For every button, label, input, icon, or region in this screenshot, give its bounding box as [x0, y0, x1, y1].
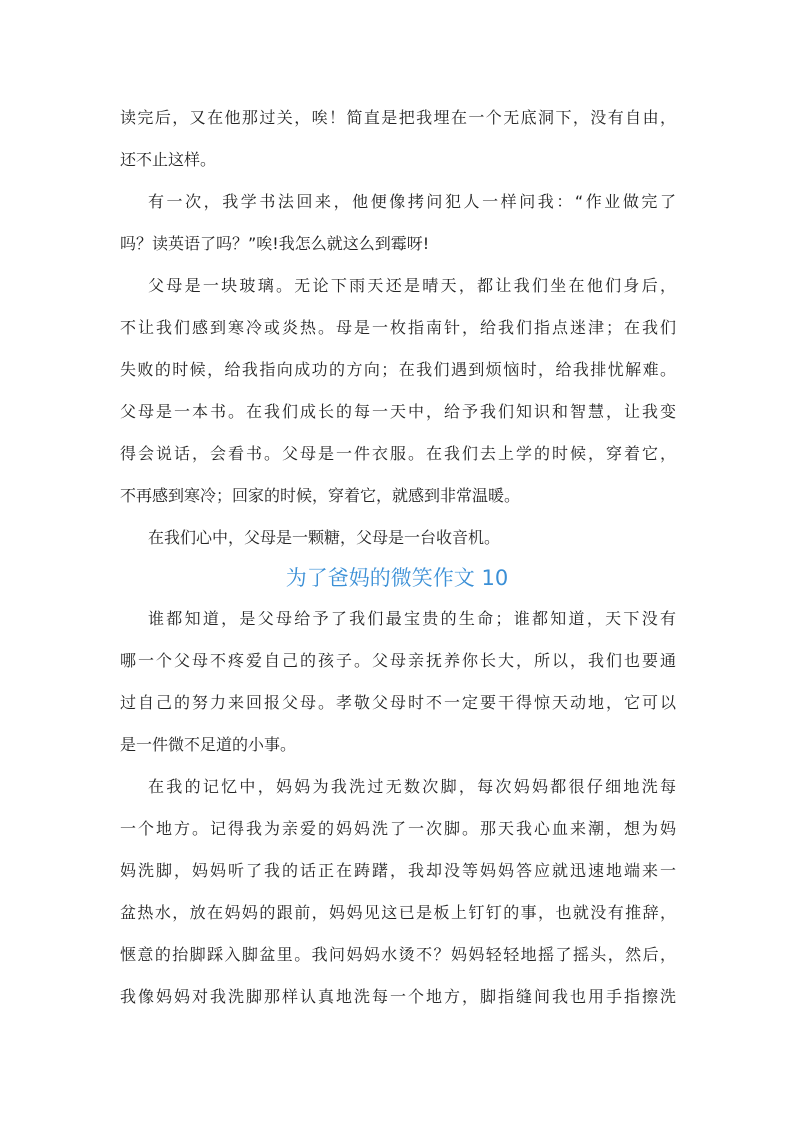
paragraph-line: 父母是一本书。在我们成长的每一天中，给予我们知识和智慧，让我变 — [120, 402, 676, 421]
paragraph-line: 有一次，我学书法回来，他便像拷问犯人一样问我：“作业做完了 — [148, 192, 676, 211]
paragraph-line: 惬意的抬脚踩入脚盆里。我问妈妈水烫不？妈妈轻轻地摇了摇头，然后， — [120, 945, 676, 964]
paragraph-line: 父母是一块玻璃。无论下雨天还是晴天，都让我们坐在他们身后， — [148, 276, 676, 295]
paragraph-line: 得会说话，会看书。父母是一件衣服。在我们去上学的时候，穿着它， — [120, 444, 676, 463]
paragraph-line: 盆热水，放在妈妈的跟前，妈妈见这已是板上钉钉的事，也就没有推辞， — [120, 903, 676, 922]
paragraph-line: 哪一个父母不疼爱自己的孩子。父母亲抚养你长大，所以，我们也要通 — [120, 651, 676, 670]
paragraph-line: 不让我们感到寒冷或炎热。母是一枚指南针，给我们指点迷津；在我们 — [120, 318, 676, 337]
section-title: 为了爸妈的微笑作文 10 — [285, 566, 509, 590]
paragraph-line: 我像妈妈对我洗脚那样认真地洗每一个地方，脚指缝间我也用手指擦洗 — [120, 987, 676, 1006]
paragraph-line: 谁都知道，是父母给予了我们最宝贵的生命；谁都知道，天下没有 — [148, 609, 676, 628]
paragraph-line: 一个地方。记得我为亲爱的妈妈洗了一次脚。那天我心血来潮，想为妈 — [120, 819, 676, 838]
paragraph-line: 失败的时候，给我指向成功的方向；在我们遇到烦恼时，给我排忧解难。 — [120, 360, 676, 379]
paragraph-line: 不再感到寒冷；回家的时候，穿着它，就感到非常温暖。 — [120, 486, 521, 505]
paragraph-line: 还不止这样。 — [120, 150, 217, 169]
paragraph-line: 妈洗脚，妈妈听了我的话正在踌躇，我却没等妈妈答应就迅速地端来一 — [120, 861, 676, 880]
paragraph-line: 过自己的努力来回报父母。孝敬父母时不一定要干得惊天动地，它可以 — [120, 693, 676, 712]
paragraph-line: 吗？读英语了吗？”唉!我怎么就这么到霉呀! — [120, 234, 430, 253]
paragraph-line: 是一件微不足道的小事。 — [120, 735, 297, 754]
paragraph-line: 在我的记忆中，妈妈为我洗过无数次脚，每次妈妈都很仔细地洗每 — [148, 777, 676, 796]
paragraph-line: 在我们心中，父母是一颗糖，父母是一台收音机。 — [148, 528, 501, 547]
paragraph-line: 读完后，又在他那过关，唉！简直是把我埋在一个无底洞下，没有自由， — [120, 108, 676, 127]
